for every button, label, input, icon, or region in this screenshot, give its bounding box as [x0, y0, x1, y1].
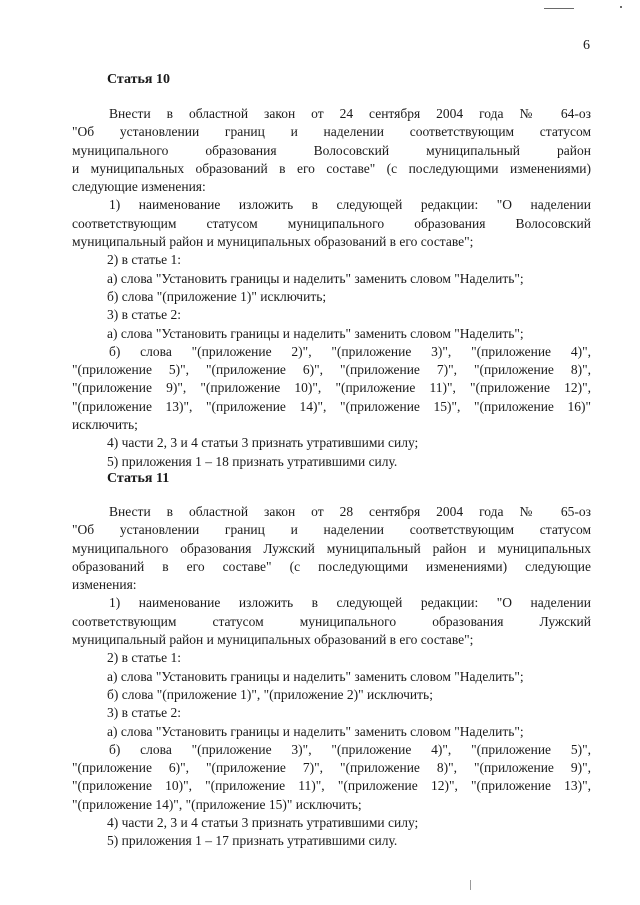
text-line: муниципальный район и муниципальных образований в его составе";	[72, 632, 474, 648]
text-line: "(приложение 10)", "(приложение 11)", "(приложение 12)", "(приложение 13)",	[72, 778, 591, 794]
text-line: соответствующим статусом муниципального образования Волосовский	[72, 215, 591, 231]
text-line: "(приложение 13)", "(приложение 14)", "(приложение 15)", "(приложение 16)"	[72, 398, 591, 414]
text-line: 3) в статье 2:	[107, 705, 181, 721]
scan-mark-top	[544, 8, 574, 9]
text-line: "(приложение 6)", "(приложение 7)", "(приложение 8)", "(приложение 9)",	[72, 760, 591, 776]
text-line: 4) части 2, 3 и 4 статьи 3 признать утратившими силу;	[107, 815, 419, 831]
text-line: соответствующим статусом муниципального образования Лужский	[72, 613, 591, 629]
text-line: 2) в статье 1:	[107, 252, 181, 268]
text-line: образований в его составе" (с последующими изменениями) следующие	[72, 558, 591, 574]
text-line: муниципального образования Лужский муниципальный район и муниципальных	[72, 540, 591, 556]
text-line: б) слова "(приложение 1)" исключить;	[107, 288, 327, 304]
text-line: и муниципальных образований в его составе" (с последующими изменениями)	[72, 160, 591, 176]
text-line: "Об установлении границ и наделении соответствующим статусом	[72, 124, 591, 140]
text-line: "(приложение 14)", "(приложение 15)" исключить;	[72, 796, 362, 812]
text-line: Внести в областной закон от 28 сентября 2004 года № 65-оз	[109, 504, 591, 519]
scan-mark-corner	[620, 6, 622, 8]
text-line: а) слова "Установить границы и наделить" заменить словом "Наделить";	[107, 325, 524, 341]
text-line: "(приложение 5)", "(приложение 6)", "(приложение 7)", "(приложение 8)",	[72, 362, 591, 378]
text-line: 1) наименование изложить в следующей редакции: "О наделении	[109, 595, 591, 611]
text-line: а) слова "Установить границы и наделить" заменить словом "Наделить";	[107, 270, 524, 286]
text-line: а) слова "Установить границы и наделить" заменить словом "Наделить";	[107, 723, 524, 739]
article-10-title: Статья 10	[107, 72, 170, 87]
article-11-title: Статья 11	[107, 471, 170, 486]
text-line: б) слова "(приложение 3)", "(приложение 4)", "(приложение 5)",	[109, 741, 591, 757]
text-line: "Об установлении границ и наделении соответствующим статусом	[72, 522, 591, 538]
text-line: 1) наименование изложить в следующей редакции: "О наделении	[109, 197, 591, 213]
text-line: Внести в областной закон от 24 сентября 2004 года № 64-оз	[109, 106, 591, 121]
text-line: муниципальный район и муниципальных образований в его составе";	[72, 234, 474, 250]
text-line: а) слова "Установить границы и наделить" заменить словом "Наделить";	[107, 668, 524, 684]
scan-mark-bottom	[470, 880, 471, 890]
text-line: "(приложение 9)", "(приложение 10)", "(приложение 11)", "(приложение 12)",	[72, 380, 591, 396]
text-line: исключить;	[72, 417, 138, 433]
text-line: б) слова "(приложение 1)", "(приложение 2)" исключить;	[107, 686, 433, 702]
text-line: 4) части 2, 3 и 4 статьи 3 признать утратившими силу;	[107, 435, 419, 451]
page-number: 6	[583, 38, 590, 53]
text-line: б) слова "(приложение 2)", "(приложение 3)", "(приложение 4)",	[109, 343, 591, 359]
text-line: следующие изменения:	[72, 179, 206, 195]
text-line: изменения:	[72, 577, 137, 593]
text-line: 3) в статье 2:	[107, 307, 181, 323]
article-10-body	[72, 105, 591, 471]
text-line: 2) в статье 1:	[107, 650, 181, 666]
text-line: 5) приложения 1 – 17 признать утратившими силу.	[107, 833, 398, 849]
article-11-body	[72, 503, 591, 851]
text-line: 5) приложения 1 – 18 признать утратившими силу.	[107, 453, 398, 469]
text-line: муниципального образования Волосовский муниципальный район	[72, 142, 591, 158]
